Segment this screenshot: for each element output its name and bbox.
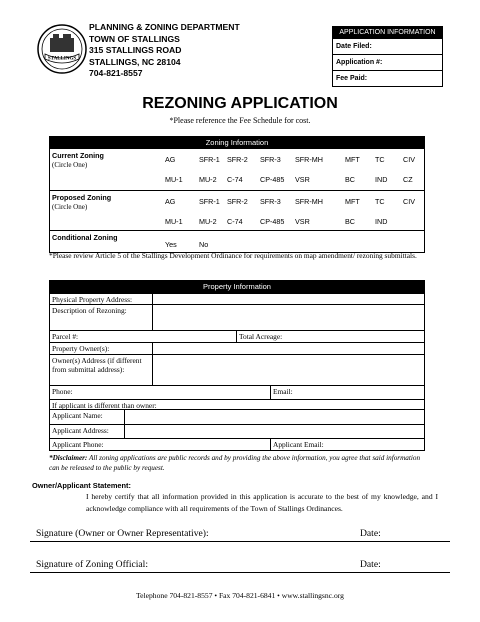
applicant-name-input[interactable] — [124, 410, 424, 424]
zoning-option-mft[interactable]: MFT — [345, 196, 360, 206]
zoning-option-sfr-2[interactable]: SFR-2 — [227, 196, 248, 206]
zoning-option-civ[interactable]: CIV — [403, 196, 415, 206]
town-seal-logo — [37, 24, 87, 74]
zoning-option-vsr[interactable]: VSR — [295, 174, 310, 184]
phone-email-row — [50, 385, 424, 399]
zoning-option-sfr-mh[interactable]: SFR-MH — [295, 154, 323, 164]
official-signature-label: Signature of Zoning Official: — [36, 559, 148, 570]
physical-address-label: Physical Property Address: — [52, 295, 133, 304]
application-info-box — [332, 26, 443, 87]
zoning-option-sfr-mh[interactable]: SFR-MH — [295, 196, 323, 206]
page-subtitle: *Please reference the Fee Schedule for cost. — [169, 116, 311, 125]
department-phone: 704-821-8557 — [89, 68, 143, 78]
zoning-option-mu-2[interactable]: MU-2 — [199, 216, 217, 226]
zoning-option-c-74[interactable]: C-74 — [227, 174, 243, 184]
email-field[interactable]: Email: — [270, 386, 424, 399]
disclaimer-text: All zoning applications are public records and by providing the above information, you agree that said information can be released to the public by request. — [49, 454, 421, 472]
conditional-zoning-options — [157, 231, 424, 252]
zoning-option-cp-485[interactable]: CP-485 — [260, 174, 285, 184]
zoning-option-sfr-2[interactable]: SFR-2 — [227, 154, 248, 164]
proposed-zoning-row — [50, 190, 424, 230]
owner-address-input[interactable] — [152, 355, 424, 385]
date-filed-field[interactable]: Date Filed: — [333, 38, 442, 54]
parcel-row — [50, 330, 424, 342]
phone-field[interactable]: Phone: — [52, 387, 73, 396]
owner-address-row — [50, 354, 424, 385]
address-line-2: STALLINGS, NC 28104 — [89, 56, 181, 67]
zoning-option-civ[interactable]: CIV — [403, 154, 415, 164]
disclaimer-label: *Disclaimer: — [49, 454, 88, 462]
zoning-header: Zoning Information — [50, 137, 424, 148]
official-date-label: Date: — [360, 559, 381, 570]
current-zoning-line2 — [157, 169, 424, 189]
owner-address-label: Owner(s) Address (if different from submittal address): — [52, 356, 142, 374]
address-line-1: 315 STALLINGS ROAD — [89, 45, 182, 55]
zoning-option-mft[interactable]: MFT — [345, 154, 360, 164]
zoning-option-cz[interactable]: CZ — [403, 174, 413, 184]
applicant-name-row — [50, 409, 424, 424]
zoning-option-cp-485[interactable]: CP-485 — [260, 216, 285, 226]
physical-address-input[interactable] — [152, 294, 424, 304]
if-different-label: If applicant is different than owner: — [52, 401, 157, 410]
seal-text: STALLINGS — [47, 56, 77, 62]
disclaimer — [49, 453, 429, 473]
current-zoning-sub: (Circle One) — [52, 161, 88, 169]
proposed-zoning-line1 — [157, 191, 424, 211]
zoning-option-ind[interactable]: IND — [375, 216, 388, 226]
parcel-field[interactable]: Parcel #: — [52, 332, 79, 341]
proposed-zoning-label: Proposed Zoning — [52, 193, 112, 202]
zoning-option-bc[interactable]: BC — [345, 174, 355, 184]
current-zoning-label: Current Zoning — [52, 151, 104, 160]
zoning-option-sfr-3[interactable]: SFR-3 — [260, 154, 281, 164]
page-title: REZONING APPLICATION — [142, 95, 338, 112]
owner-statement-text: I hereby certify that all information provided in this application is accurate to the best of my knowledge, and I acknowledge compliance with all requirements of the Town of Stallings Ordinances. — [86, 492, 438, 513]
current-zoning-row — [50, 148, 424, 190]
physical-address-row — [50, 293, 424, 304]
owners-label: Property Owner(s): — [52, 344, 110, 353]
application-number-field[interactable]: Application #: — [333, 54, 442, 70]
property-information-table — [49, 280, 425, 451]
zoning-option-mu-2[interactable]: MU-2 — [199, 174, 217, 184]
applicant-name-label: Applicant Name: — [52, 411, 103, 420]
owners-row — [50, 342, 424, 354]
owner-date-label: Date: — [360, 528, 381, 539]
applicant-phone-email-row — [50, 438, 424, 450]
proposed-zoning-options — [157, 191, 424, 230]
current-zoning-options — [157, 149, 424, 190]
property-header: Property Information — [50, 281, 424, 293]
footer-contact: Telephone 704-821-8557 • Fax 704-821-6841 • www.stallingsnc.org — [136, 591, 344, 600]
conditional-zoning-line — [157, 231, 424, 251]
current-zoning-line1 — [157, 149, 424, 169]
zoning-information-table — [49, 136, 425, 253]
zoning-option-tc[interactable]: TC — [375, 154, 385, 164]
zoning-option-mu-1[interactable]: MU-1 — [165, 216, 183, 226]
proposed-zoning-line2 — [157, 211, 424, 231]
conditional-zoning-label: Conditional Zoning — [52, 233, 118, 242]
zoning-option-c-74[interactable]: C-74 — [227, 216, 243, 226]
owner-signature-line[interactable] — [30, 528, 450, 542]
zoning-option-ag[interactable]: AG — [165, 196, 176, 206]
zoning-option-vsr[interactable]: VSR — [295, 216, 310, 226]
applicant-address-row — [50, 424, 424, 438]
town-name: TOWN OF STALLINGS — [89, 33, 180, 44]
department-name: PLANNING & ZONING DEPARTMENT — [89, 22, 240, 32]
zoning-option-sfr-1[interactable]: SFR-1 — [199, 154, 220, 164]
proposed-zoning-sub: (Circle One) — [52, 203, 88, 211]
total-acreage-field[interactable]: Total Acreage: — [236, 331, 424, 342]
description-row — [50, 304, 424, 330]
description-label: Description of Rezoning: — [52, 306, 127, 315]
zoning-option-ag[interactable]: AG — [165, 154, 176, 164]
zoning-option-no[interactable]: No — [199, 239, 209, 249]
fee-paid-field[interactable]: Fee Paid: — [333, 70, 442, 86]
department-info — [89, 22, 240, 80]
applicant-phone-field[interactable]: Applicant Phone: — [52, 440, 104, 449]
zoning-option-sfr-1[interactable]: SFR-1 — [199, 196, 220, 206]
applicant-address-label: Applicant Address: — [52, 426, 109, 435]
applicant-address-input[interactable] — [124, 425, 424, 438]
applicant-email-field[interactable]: Applicant Email: — [270, 439, 424, 450]
zoning-option-mu-1[interactable]: MU-1 — [165, 174, 183, 184]
zoning-option-yes[interactable]: Yes — [165, 239, 177, 249]
owner-statement-label: Owner/Applicant Statement: — [32, 481, 131, 490]
official-signature-line[interactable] — [30, 559, 450, 573]
zoning-option-tc[interactable]: TC — [375, 196, 385, 206]
application-info-title: APPLICATION INFORMATION — [333, 27, 442, 38]
owner-signature-label: Signature (Owner or Owner Representative): — [36, 528, 209, 539]
zoning-option-ind[interactable]: IND — [375, 174, 388, 184]
ordinance-note: *Please review Article 5 of the Stallings Development Ordinance for requirements on map amendment/ rezoning submittals. — [49, 251, 417, 260]
owners-input[interactable] — [152, 343, 424, 354]
conditional-zoning-row — [50, 230, 424, 252]
description-input[interactable] — [152, 305, 424, 330]
zoning-option-sfr-3[interactable]: SFR-3 — [260, 196, 281, 206]
zoning-option-bc[interactable]: BC — [345, 216, 355, 226]
if-different-row — [50, 399, 424, 409]
